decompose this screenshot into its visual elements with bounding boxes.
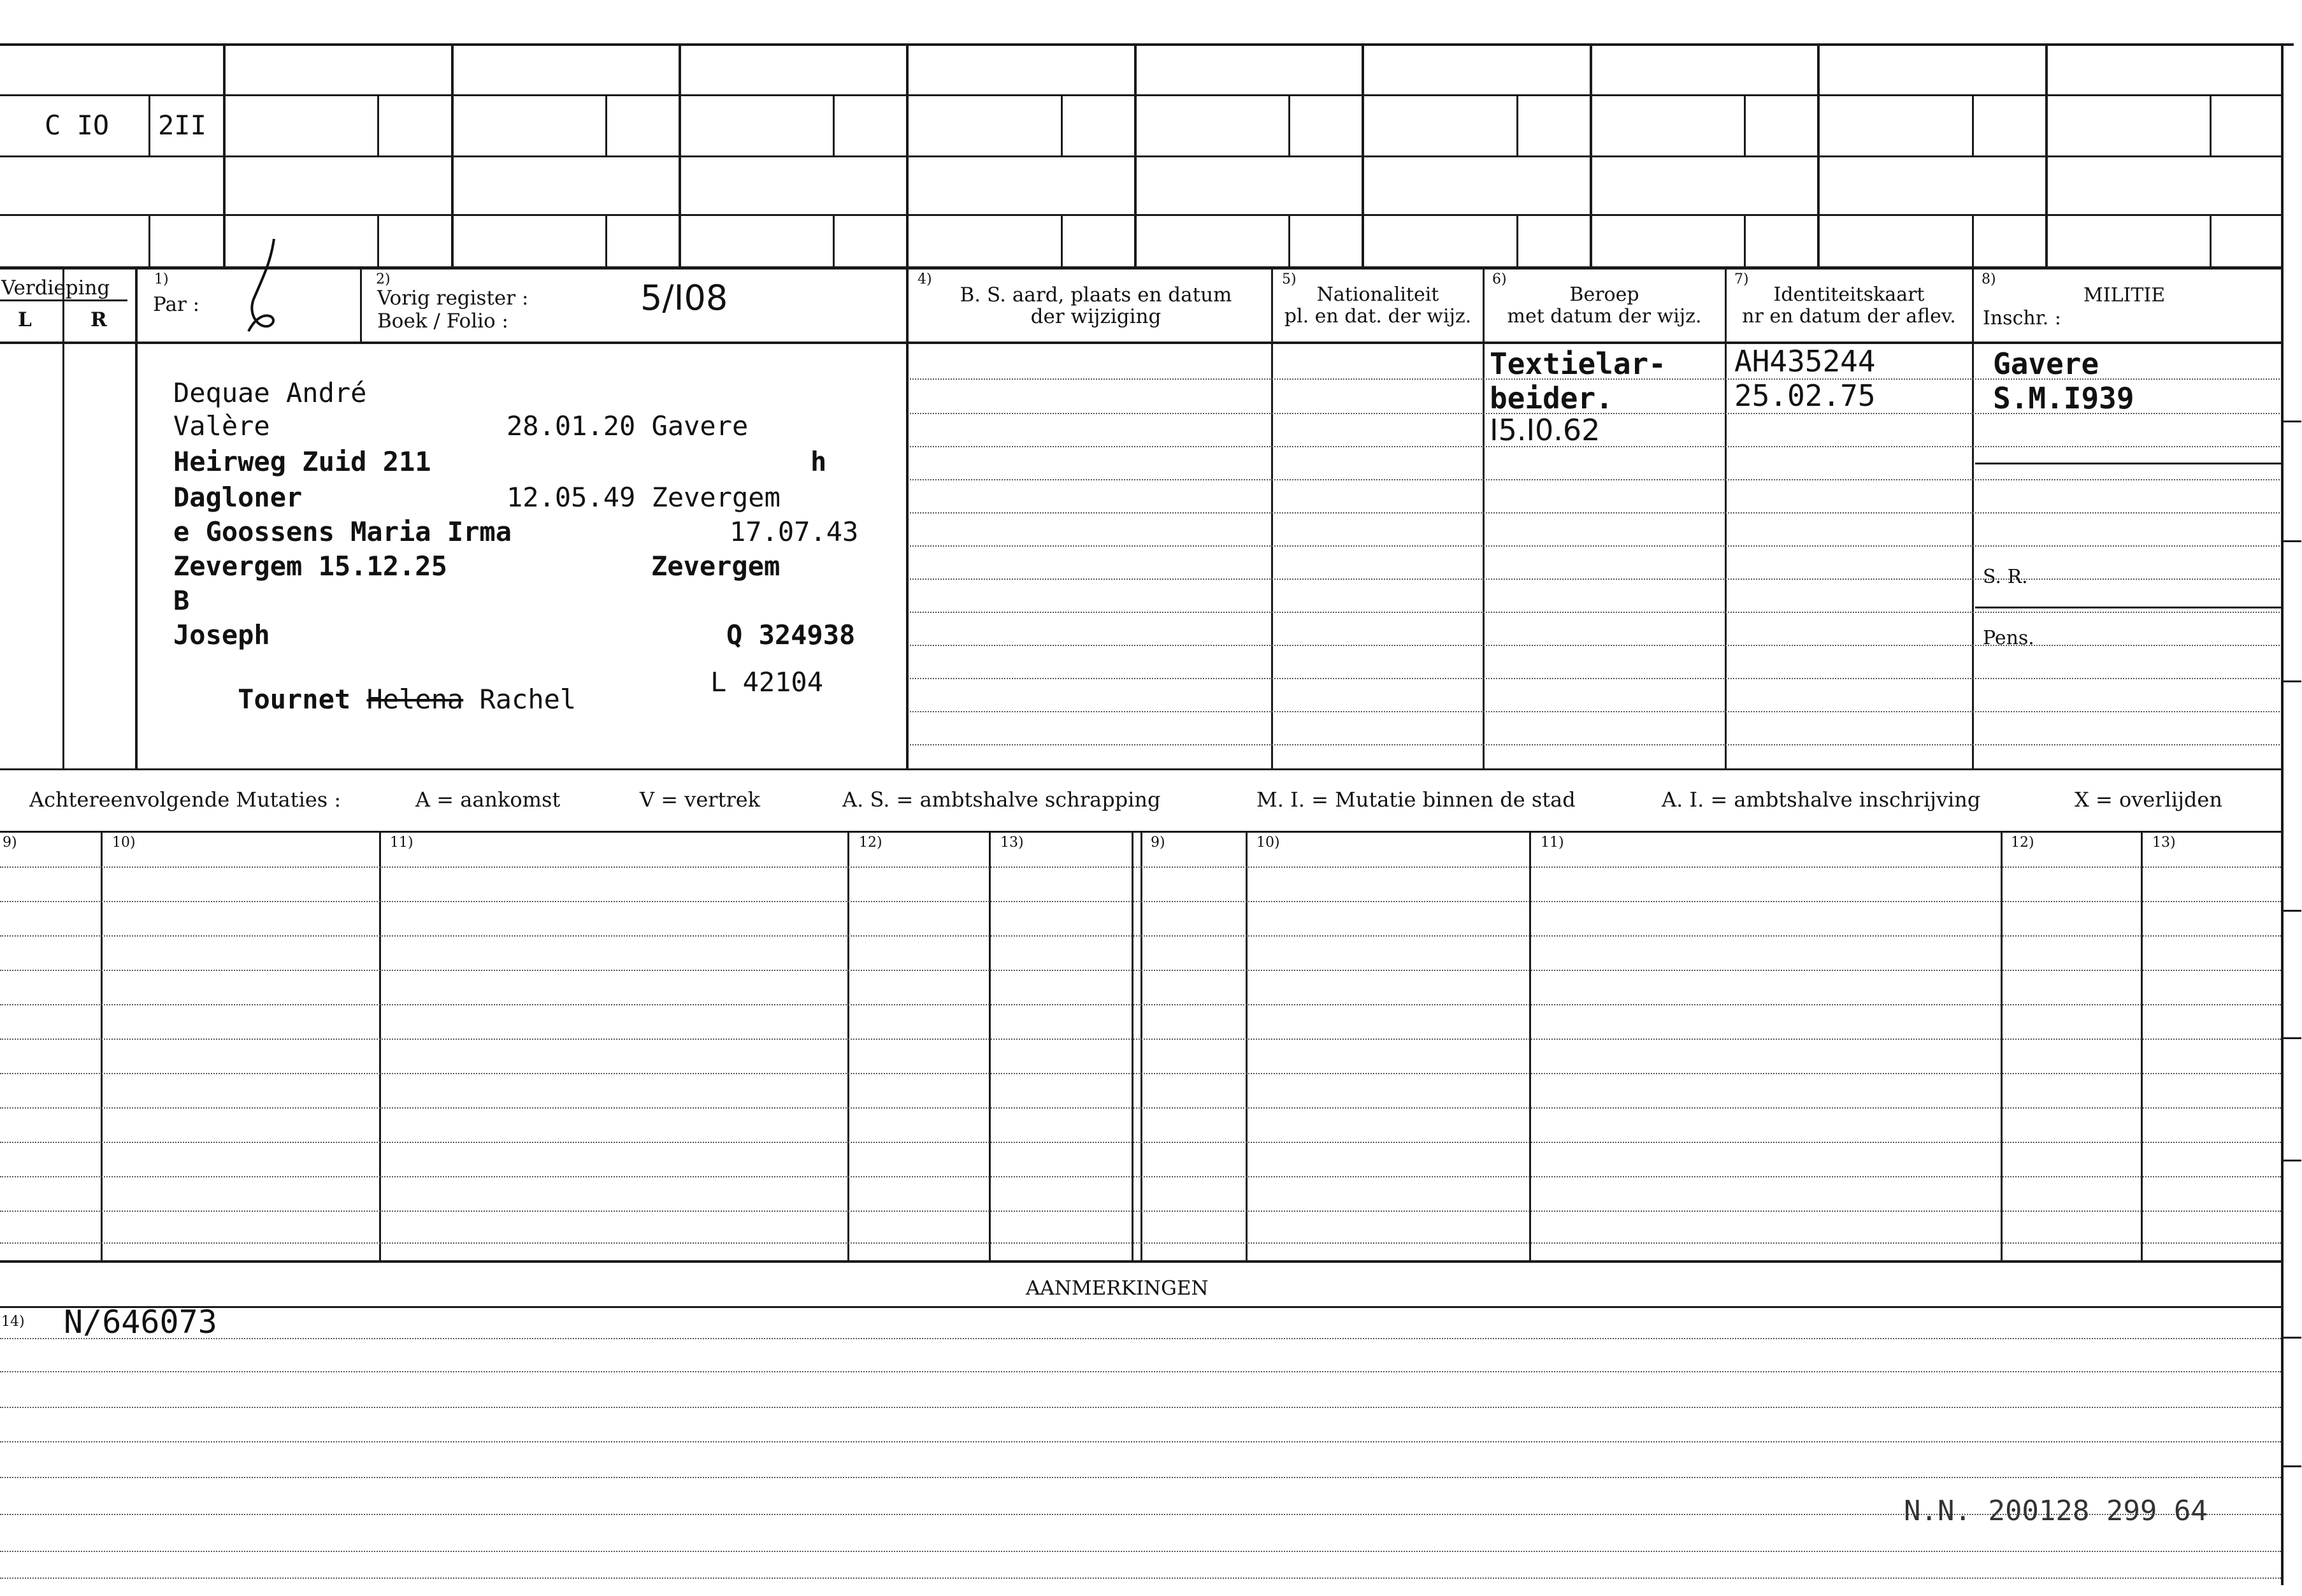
col-13-left: 13) bbox=[1000, 835, 1024, 851]
militie-label: MILITIE bbox=[2083, 284, 2166, 306]
legend-x: X = overlijden bbox=[2075, 787, 2222, 812]
sr-label: S. R. bbox=[1983, 566, 2028, 588]
person-job-date: 12.05.49 Zevergem bbox=[507, 482, 781, 513]
person-father-code: Q 324938 bbox=[726, 619, 856, 651]
n1-marker: 1) bbox=[154, 271, 169, 287]
bs-label: B. S. aard, plaats en datum der wijziging bbox=[960, 284, 1232, 328]
col-12-left: 12) bbox=[859, 835, 882, 851]
legend-as: A. S. = ambtshalve schrapping bbox=[842, 787, 1161, 812]
verdieping-label: Verdieping bbox=[1, 277, 110, 299]
person-firstname: Valère bbox=[173, 410, 270, 442]
inschr-label: Inschr. : bbox=[1983, 307, 2061, 329]
identiteit-l1: AH435244 bbox=[1734, 344, 1876, 378]
person-mother-firstname: Rachel bbox=[479, 684, 577, 715]
beroep-l2: beider. bbox=[1490, 381, 1613, 415]
boek-folio-label: Boek / Folio : bbox=[377, 310, 508, 333]
nationaliteit-label: Nationaliteit pl. en dat. der wijz. bbox=[1284, 284, 1472, 327]
signature-mark bbox=[236, 236, 312, 350]
beroep-l3: I5.I0.62 bbox=[1490, 413, 1601, 447]
person-street: Heirweg Zuid 211 bbox=[173, 446, 431, 477]
person-line1: Dequae André bbox=[173, 377, 367, 408]
person-status: B bbox=[173, 585, 190, 616]
mutaties-label: Achtereenvolgende Mutaties : bbox=[29, 787, 342, 812]
n7-marker: 7) bbox=[1734, 271, 1749, 287]
person-spouse-place: Zevergem 15.12.25 bbox=[173, 550, 447, 582]
col-12-right: 12) bbox=[2011, 835, 2034, 851]
legend-v: V = vertrek bbox=[640, 787, 761, 812]
grid-code: C IO bbox=[45, 110, 110, 141]
person-mother bbox=[173, 652, 576, 746]
col-l-label: L bbox=[18, 308, 32, 331]
col-13-right: 13) bbox=[2152, 835, 2176, 851]
identiteitskaart-label: Identiteitskaart nr en datum der aflev. bbox=[1742, 284, 1956, 327]
person-spouse-date: 17.07.43 bbox=[730, 516, 859, 547]
person-birth: 28.01.20 Gavere bbox=[507, 410, 749, 442]
par-label: Par : bbox=[153, 293, 200, 316]
col-9-left: 9) bbox=[3, 835, 17, 851]
person-mother-surname: Tournet bbox=[238, 684, 351, 715]
person-job: Dagloner bbox=[173, 482, 303, 513]
n14-marker: 14) bbox=[1, 1314, 25, 1330]
col-10-left: 10) bbox=[112, 835, 136, 851]
militie-l2: S.M.I939 bbox=[1993, 381, 2134, 415]
n6-marker: 6) bbox=[1492, 271, 1507, 287]
n8-marker: 8) bbox=[1982, 271, 1996, 287]
register-value: 5/I08 bbox=[640, 278, 728, 318]
aanmerkingen-code: N/646073 bbox=[64, 1304, 217, 1341]
militie-l1: Gavere bbox=[1993, 347, 2099, 381]
vorig-register-label: Vorig register : bbox=[377, 287, 529, 310]
legend-a: A = aankomst bbox=[415, 787, 561, 812]
legend-ai: A. I. = ambtshalve inschrijving bbox=[1662, 787, 1981, 812]
person-mother-code: L 42104 bbox=[710, 666, 824, 698]
n2-marker: 2) bbox=[376, 271, 391, 287]
national-number: N.N. 200128 299 64 bbox=[1904, 1495, 2208, 1527]
grid-number: 2II bbox=[158, 110, 206, 141]
person-mark-h: h bbox=[810, 446, 827, 477]
col-10-right: 10) bbox=[1256, 835, 1280, 851]
right-border bbox=[2281, 43, 2284, 1585]
col-r-label: R bbox=[90, 308, 107, 331]
person-father: Joseph bbox=[173, 619, 270, 651]
person-spouse: e Goossens Maria Irma bbox=[173, 516, 512, 547]
col-9-right: 9) bbox=[1151, 835, 1165, 851]
legend-mi: M. I. = Mutatie binnen de stad bbox=[1256, 787, 1576, 812]
n4-marker: 4) bbox=[917, 271, 932, 287]
beroep-label: Beroep met datum der wijz. bbox=[1507, 284, 1702, 327]
top-border bbox=[0, 43, 2294, 46]
person-mother-struck: Helena bbox=[366, 684, 464, 715]
col-11-right: 11) bbox=[1541, 835, 1564, 851]
n5-marker: 5) bbox=[1282, 271, 1297, 287]
col-11-left: 11) bbox=[390, 835, 414, 851]
pens-label: Pens. bbox=[1983, 627, 2034, 649]
person-spouse-place2: Zevergem bbox=[651, 550, 781, 582]
aanmerkingen-title: AANMERKINGEN bbox=[1026, 1277, 1209, 1300]
identiteit-l2: 25.02.75 bbox=[1734, 378, 1876, 413]
beroep-l1: Textielar- bbox=[1490, 347, 1666, 381]
